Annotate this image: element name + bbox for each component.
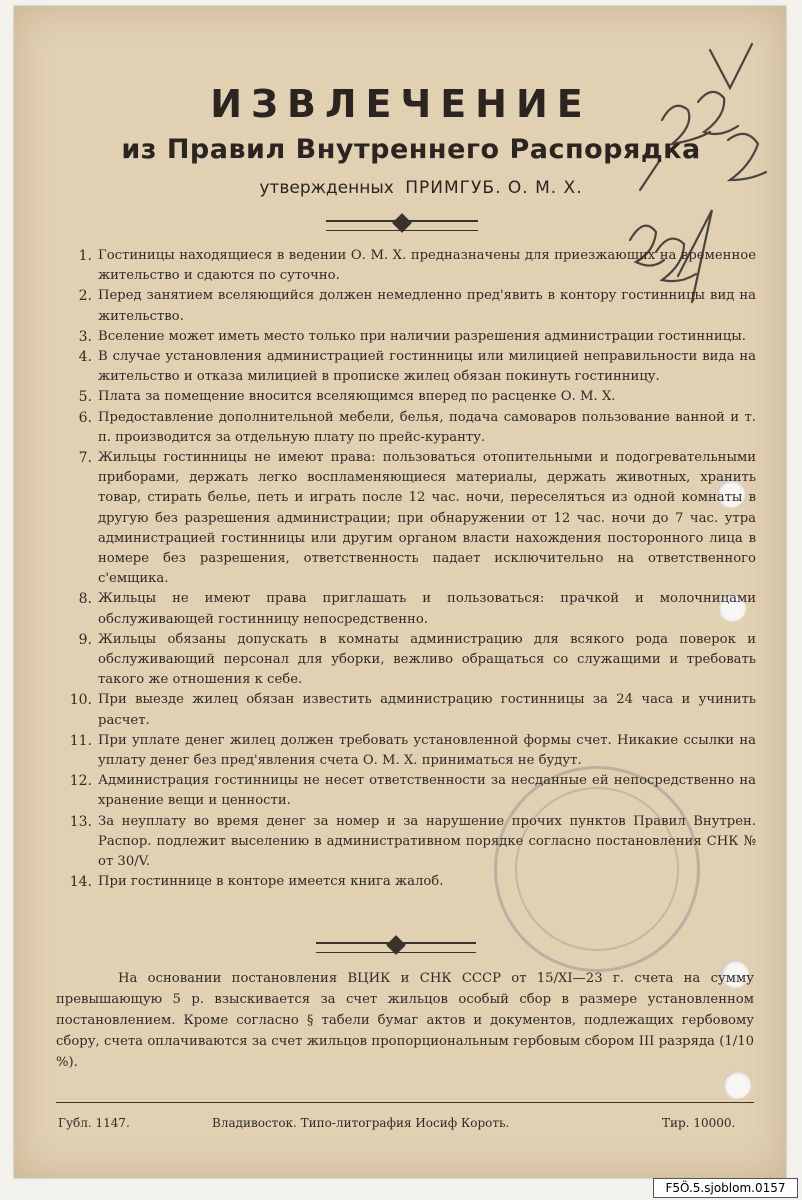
document-title: ИЗВЛЕЧЕНИЕ xyxy=(210,82,592,126)
rule-item xyxy=(62,347,756,387)
rule-number: 14. xyxy=(69,874,92,891)
imprint-right: Тир. 10000. xyxy=(662,1116,736,1130)
rule-item xyxy=(62,771,756,811)
bottom-divider xyxy=(56,1102,754,1103)
rule-item xyxy=(62,286,756,326)
rule-text: Жильцы обязаны допускать в комнаты администрацию для всякого рода поверок и обслуживающий персонал для уборки, вежливо обращаться со служащими и требовать такого же отношения к себе. xyxy=(98,631,756,688)
rule-item xyxy=(62,731,756,771)
rule-item xyxy=(62,246,756,286)
rule-number: 2. xyxy=(78,288,92,305)
rules-list xyxy=(62,246,756,893)
rule-text: В случае установления администрацией гостинницы или милицией неправильности вида на жительство и отказа милицией в прописке жилец обязан покинуть гостинницу. xyxy=(98,349,756,385)
document-subtitle: из Правил Внутреннего Распорядка xyxy=(121,134,701,165)
rule-text: Гостиницы находящиеся в ведении О. М. Х. предназначены для приезжающих на временное жительство и сдаются по суточно. xyxy=(98,248,756,284)
rule-text: При гостиннице в конторе имеется книга жалоб. xyxy=(98,874,444,890)
rule-number: 3. xyxy=(78,328,92,345)
rule-number: 10. xyxy=(69,692,92,709)
rule-text: При выезде жилец обязан известить администрацию гостинницы за 24 часа и учинить расчет. xyxy=(98,692,756,728)
top-ornament xyxy=(326,220,478,231)
approved-prefix: утвержденных xyxy=(259,178,394,198)
rule-number: 11. xyxy=(69,732,92,749)
rule-item xyxy=(62,327,756,347)
approved-by: ПРИМГУБ. О. М. Х. xyxy=(405,178,583,198)
rule-text: За неуплату во время денег за номер и за нарушение прочих пунктов Правил Внутрен. Распор. подлежит выселению в административном порядке согласно постановления СНК № от 30/V. xyxy=(98,813,756,870)
rule-item xyxy=(62,630,756,691)
rule-item xyxy=(62,448,756,589)
rule-text: Предоставление дополнительной мебели, белья, подача самоваров пользование ванной и т. п. производится за отдельную плату по прейс-куранту. xyxy=(98,409,756,445)
rule-item xyxy=(62,387,756,407)
closing-paragraph: На основании постановления ВЦИК и СНК СССР от 15/XI—23 г. счета на сумму превышающую 5 р. взыскивается за счет жильцов особый сбор в размере установленном постановлением. Кроме согласно § табели бумаг актов и документов, подлежащих гербовому сбору, счета оплачиваются за счет жильцов пропорциональным гербовым сбором III разряда (1/10 %). xyxy=(56,971,754,1070)
rule-number: 12. xyxy=(69,773,92,790)
approved-line xyxy=(0,178,802,198)
rule-number: 4. xyxy=(78,349,92,366)
rule-text: Жильцы гостинницы не имеют права: пользоваться отопительными и подогревательными приборами, держать легко воспламеняющиеся материалы, держать животных, хранить товар, стирать белье, петь и играть после 12 час. ночи, переселяться из одной комнаты в другую без разрешения администрации; при обнаружении от 12 час. ночи до 7 час. утра администрацией гостинницы или другим органом власти нахождения посторонного лица в номере без разрешения, ответственность падает исключительно на ответственного с'емщика. xyxy=(98,450,756,587)
rule-item xyxy=(62,690,756,730)
rule-text: Вселение может иметь место только при наличии разрешения администрации гостинницы. xyxy=(98,328,746,344)
rule-number: 5. xyxy=(78,389,92,406)
rule-item xyxy=(62,872,756,892)
rule-text: При уплате денег жилец должен требовать установленной формы счет. Никакие ссылки на уплату денег без пред'явления счета О. М. Х. приниматься не будут. xyxy=(98,732,756,769)
rule-number: 8. xyxy=(78,591,92,608)
rule-text: Перед занятием вселяющийся должен немедленно пред'явить в контору гостинницы вид на жительство. xyxy=(98,288,756,324)
binder-hole-4 xyxy=(723,1071,751,1099)
rule-text: Плата за помещение вносится вселяющимся вперед по расценке О. М. Х. xyxy=(98,389,616,405)
rule-item xyxy=(62,408,756,448)
rule-number: 7. xyxy=(78,450,92,467)
rule-number: 13. xyxy=(69,813,92,830)
rule-item xyxy=(62,589,756,629)
rule-number: 9. xyxy=(78,631,92,648)
rule-number: 6. xyxy=(78,409,92,426)
imprint-center: Владивосток. Типо-литография Иосиф Короть. xyxy=(212,1116,510,1130)
rule-text: Жильцы не имеют права приглашать и пользоваться: прачкой и молочницами обслуживающей гостинницу непосредственно. xyxy=(98,591,756,627)
imprint-left: Губл. 1147. xyxy=(58,1116,130,1130)
bottom-ornament xyxy=(316,942,476,953)
rule-number: 1. xyxy=(78,248,92,264)
archive-label: F5Ö.5.sjoblom.0157 xyxy=(653,1178,798,1198)
rule-item xyxy=(62,812,756,873)
rule-text: Администрация гостинницы не несет ответственности за несданные ей непосредственно на хранение вещи и ценности. xyxy=(98,773,756,809)
